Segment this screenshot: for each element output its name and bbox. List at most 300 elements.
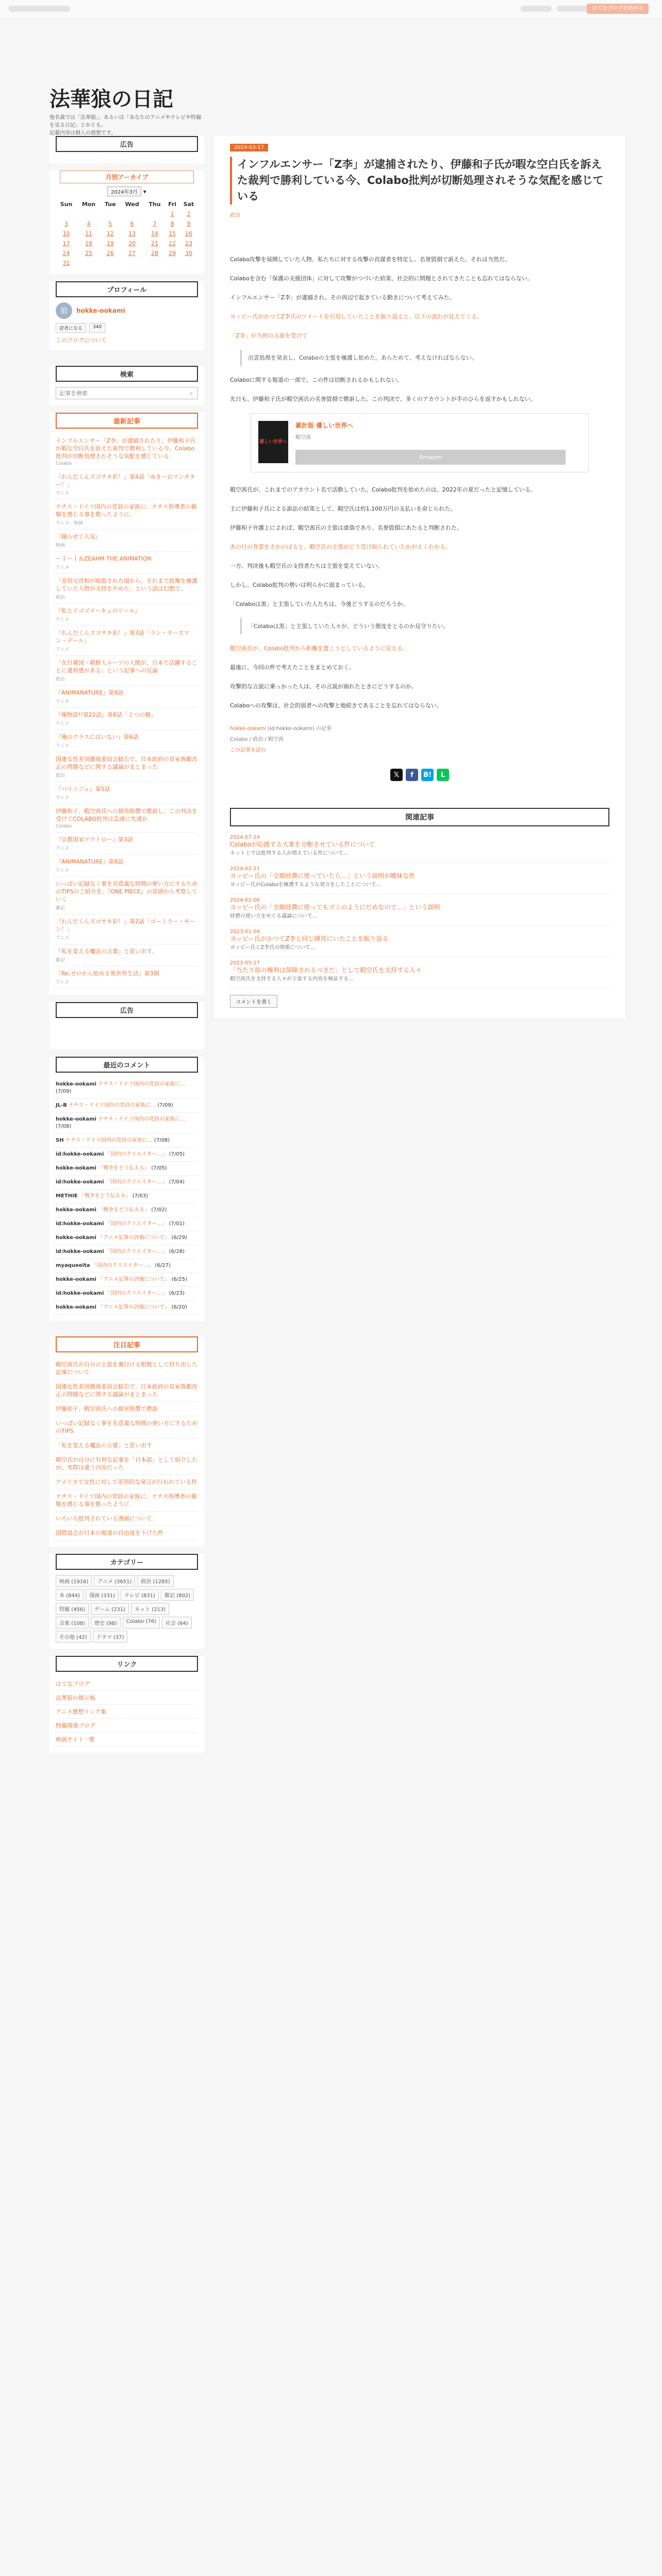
paragraph: 最後に、今回の件で考えたことをまとめておく。	[230, 664, 355, 671]
calendar-day[interactable]: 6	[130, 221, 134, 227]
calendar-day[interactable]: 27	[128, 250, 136, 257]
article-link[interactable]: 国連女性差別撤廃委員会勧告で、日本政府の皇室典範改正の問題などに関する議論がまとまった	[56, 1383, 197, 1398]
list-item	[56, 1402, 198, 1416]
article-category[interactable]: アニメ	[56, 868, 70, 873]
month-select[interactable]: 2024年3月 ▾	[49, 187, 204, 196]
article-link[interactable]: 『踊らせて人気』	[56, 533, 101, 540]
highlight-text[interactable]: 暇空茜氏が、Colabo批判から距離を置こうとしているように見える。	[230, 645, 408, 652]
comment-date: (6/29)	[171, 1235, 187, 1241]
comment-date: (7/01)	[169, 1221, 185, 1227]
links-heading: リンク	[56, 1656, 198, 1672]
comment-post-link[interactable]: 「国内のクリエイター…」	[105, 1249, 168, 1255]
comment-user[interactable]: id:hokke-ookami	[56, 1179, 104, 1185]
sidebar-link[interactable]: はてなブログ	[56, 1677, 198, 1691]
sidebar-link[interactable]: 法華狼の掲示板	[56, 1691, 198, 1705]
article-link[interactable]: 『Re;ゼロから始める異世界生活』第3期	[56, 970, 159, 977]
list-item	[56, 1358, 198, 1380]
calendar-day[interactable]: 17	[62, 240, 70, 247]
related-excerpt: ネット上では批判する人が増えている件について…	[230, 851, 349, 856]
article-category[interactable]: Colabo	[56, 461, 72, 466]
search-input[interactable]	[56, 387, 185, 399]
notable-box	[49, 1336, 204, 1547]
ads-box-2	[49, 1002, 204, 1049]
comment-date: (7/08)	[56, 1124, 72, 1129]
category-heading: カテゴリー	[56, 1554, 198, 1570]
entry-footer	[230, 724, 609, 753]
category-tag[interactable]: 本 (844)	[56, 1589, 84, 1601]
comment-post-link[interactable]: 「国内のクリエイター…」	[105, 1151, 168, 1157]
category-tag[interactable]: ネット (213)	[131, 1603, 169, 1615]
comment-post-link[interactable]: 「国内のクリエイター…」	[91, 1263, 154, 1268]
related-title[interactable]: ヨッピー氏がかつてZ李と同じ陣営にいたことを振り返る	[230, 935, 389, 942]
comment-post-link[interactable]: 「戦争をどう伝える」	[79, 1193, 131, 1199]
article-link[interactable]: 『パリミジェ』第5話	[56, 786, 110, 792]
article-link[interactable]: ナチス・ドイツ国内の党員の家族に、ナチス指導者の親類を感じる事を歌ったように	[56, 1493, 197, 1507]
category-tag[interactable]: 映画 (1916)	[56, 1575, 92, 1587]
blog-title[interactable]: 法華狼の日記	[49, 87, 173, 111]
follow-button[interactable]: 読者になる	[56, 323, 86, 333]
comment-user[interactable]: hokke-ookami	[56, 1165, 96, 1171]
product-author: 暇空茜	[295, 435, 311, 440]
article-link[interactable]: ナチス・ドイツ国内の党員の家族に、ナチス指導者の親類を感じる事を歌ったように、	[56, 503, 197, 518]
calendar-day[interactable]: 30	[185, 250, 192, 257]
search-heading: 検索	[56, 366, 198, 382]
comment-date: (7/05)	[169, 1151, 185, 1157]
quote-block: 出雲処理を発表し、Colaboの主張を擁護し始めた。あらためて、考えなければならない。	[240, 350, 609, 366]
calendar-day[interactable]: 19	[106, 240, 114, 247]
article-link[interactable]: いっぱい記録なく事を有意義な時間の使い方にするためのTIPSのご紹介を、『ONE PIECE』の冒頭から考察していく	[56, 880, 197, 903]
article-link[interactable]: ー１ーＩ＆ZEAHM THE ANIMATION	[56, 555, 152, 562]
calendar-day	[77, 258, 101, 268]
calendar-day[interactable]: 10	[62, 230, 70, 237]
related-excerpt: ヨッピー氏がColaboを擁護するような発言をしたことについて…	[230, 882, 382, 888]
line-share-icon[interactable]: L	[437, 769, 449, 781]
footer-text: (id:hokke-ookami) の記事	[268, 726, 332, 732]
list-item	[56, 1453, 198, 1475]
entry-title[interactable]: インフルエンサー「Z李」が逮捕されたり、伊藤和子氏が暇な空白氏を訴えた裁判で勝利している今、Colabo批判が切断処理されそうな気配を感じている	[230, 157, 609, 205]
quote-block: 「Colaboは黒」と主張していた人々が、どういう態度をとるのか見守りたい。	[240, 618, 609, 634]
calendar-day	[165, 258, 179, 268]
article-link[interactable]: いろいろ批判されている漫画について	[56, 1515, 152, 1522]
latest-heading: 最新記事	[56, 413, 198, 429]
calendar-day	[120, 209, 144, 219]
share-buttons	[230, 769, 609, 781]
article-link[interactable]: 国連女性差別撤廃委員会勧告で、日本政府の皇室典範改正の問題などに関する議論がまとまった	[56, 756, 197, 770]
article-link[interactable]: 国際協会が日本の報道の自由度を下げた件	[56, 1530, 163, 1536]
calendar-day[interactable]: 12	[106, 230, 114, 237]
article-category[interactable]: アニメ	[56, 699, 70, 704]
article-link[interactable]: 伊藤和子、暇空茜氏への損害賠償で勝訴	[56, 1405, 158, 1412]
comments-box	[49, 1057, 204, 1321]
category-tag[interactable]: 雑記 (802)	[161, 1589, 194, 1601]
article-category[interactable]: Colabo	[56, 824, 72, 829]
comment-user[interactable]: hokke-ookami	[56, 1277, 96, 1282]
blog-description	[49, 114, 204, 137]
comment-user[interactable]: id:hokke-ookami	[56, 1151, 104, 1157]
comment-post-link[interactable]: 「アニメ記事の評価について」	[98, 1235, 170, 1241]
calendar-week	[56, 239, 198, 248]
article-category[interactable]: 映画	[56, 543, 65, 548]
notable-list	[49, 1358, 204, 1540]
paragraph: しかし、Colabo批判の勢いは明らかに弱まっている。	[230, 582, 369, 588]
global-link[interactable]	[557, 6, 588, 12]
calendar-day[interactable]: 29	[169, 250, 176, 257]
list-item	[56, 914, 198, 944]
article-link[interactable]: 伊藤和子、暇空茜氏への損害賠償で勝訴し、この判決を受けてCOLABO批判は急速に失速か	[56, 808, 197, 822]
calendar-day[interactable]: 18	[85, 240, 93, 247]
hatena-bookmark-icon[interactable]: B!	[421, 769, 434, 781]
list-item	[56, 877, 198, 914]
highlight-text[interactable]: ヨッピー氏がかつてZ李氏のツイートを引用していたことを振り返ると、以下の流れが見えてくる。	[230, 313, 483, 320]
latest-articles-box	[49, 413, 204, 995]
footer-tags[interactable]: Colabo / 政治 / 暇空茜	[230, 737, 284, 742]
article-link[interactable]: 『ANIMANATURE』第8話	[56, 858, 124, 865]
profile-name[interactable]: hokke-ookami	[76, 307, 125, 314]
related-item	[230, 832, 609, 863]
blog-description-line: 他名義では「法華狼」、あるいは「あなたのアニメやテレビや特撮を見る日記」とかとも。	[49, 115, 202, 128]
comment-item	[56, 1273, 198, 1287]
book-cover-title: 優しい世界へ	[259, 439, 287, 445]
calendar-day[interactable]: 7	[153, 221, 157, 227]
x-share-icon[interactable]: 𝕏	[390, 769, 403, 781]
list-item	[56, 752, 198, 782]
related-date: 2023-05-27	[230, 960, 260, 966]
calendar-day[interactable]: 21	[151, 240, 158, 247]
article-link[interactable]: 『れんだくんズゴサキ彩！』第4話「ゆきーおマンタター！」	[56, 473, 195, 488]
calendar-day-header: Tue	[104, 201, 116, 208]
article-link[interactable]: 「在日韓国・朝鮮人ルーツの人間が、日本で活躍することに違和感がある」という記事への反論	[56, 659, 197, 674]
article-link[interactable]: 「私を変える魔法の言葉」と思い出す	[56, 1442, 152, 1449]
profile-heading: プロフィール	[56, 281, 198, 297]
signup-button[interactable]: はてなブログを始める	[587, 4, 649, 14]
related-item	[230, 957, 609, 989]
comment-post-link[interactable]: 「国内のクリエイター…」	[105, 1179, 168, 1185]
category-box	[49, 1554, 204, 1649]
paragraph: インフルエンサー「Z李」が逮捕され、その周辺で起きている動きについて考えてみた。	[230, 294, 455, 301]
paragraph: 攻撃的な言説に乗っかった人は、その言説が崩れたときにどうするのか。	[230, 683, 417, 690]
main-content	[214, 136, 625, 1018]
related-list	[230, 832, 609, 989]
article-link[interactable]: 『俺のクラスにはいない』第6話	[56, 734, 139, 740]
article-link[interactable]: 『れんだくんズゴサキ彩！』第3話「ラン・ネーズマン・デール」	[56, 630, 190, 644]
category-tag[interactable]: 社会 (64)	[162, 1617, 192, 1629]
comment-post-link[interactable]: 「戦争をどう伝える」	[98, 1207, 150, 1213]
comment-user[interactable]: id:hokke-ookami	[56, 1249, 104, 1255]
comments-heading: 最近のコメント	[56, 1057, 198, 1073]
calendar-day-header: Sat	[183, 201, 194, 208]
article-category[interactable]: アニメ	[56, 743, 70, 749]
article-link[interactable]: 暇空氏が自分に有利な記事を「日本語」として紹介したが、実際は違う内容だった	[56, 1456, 197, 1471]
about-link[interactable]: このブログについて	[56, 337, 107, 344]
sidebar-link[interactable]: 映画サイト一覧	[56, 1733, 198, 1747]
comment-post-link[interactable]: 「アニメ記事の評価について」	[98, 1277, 170, 1282]
comment-item	[56, 1078, 198, 1099]
calendar-day[interactable]: 24	[62, 250, 70, 257]
list-item	[56, 708, 198, 730]
related-excerpt: 経費の使い方をめぐる議論について…	[230, 913, 318, 919]
comment-user[interactable]: hokke-ookami	[56, 1304, 96, 1310]
search-icon[interactable]: ⌕	[189, 389, 193, 397]
paragraph: 主に伊藤和子氏による訴訟の結果として、暇空氏は約1,100万円の支払いを命じられた。	[230, 505, 456, 512]
comment-user[interactable]: hokke-ookami	[56, 1116, 96, 1122]
calendar-day[interactable]: 9	[187, 221, 191, 227]
list-item	[56, 656, 198, 686]
category-tag[interactable]: テレビ (831)	[121, 1589, 159, 1601]
category-grid	[49, 1575, 204, 1642]
paragraph: 伊藤和子弁護士によれば、暇空茜氏の主張は虚偽であり、名誉毀損にあたると判断された。	[230, 524, 462, 531]
comment-user[interactable]: id:hokke-ookami	[56, 1221, 104, 1227]
related-title[interactable]: Colaboが応援する大衆を分断させている件について	[230, 841, 375, 848]
article-category[interactable]: アニメ、映画	[56, 521, 84, 526]
related-excerpt: ヨッピー氏とZ李氏の関係について…	[230, 945, 316, 951]
category-tag[interactable]: 特撮 (456)	[56, 1603, 89, 1615]
category-tag[interactable]: アニメ (3651)	[94, 1575, 135, 1587]
article-link[interactable]: いっぱい記録なく事を有意義な時間の使い方にするためのTIPS	[56, 1420, 197, 1434]
category-tag[interactable]: Colabo (76)	[123, 1617, 160, 1629]
calendar-day[interactable]: 4	[87, 221, 91, 227]
list-item	[56, 855, 198, 877]
article-category[interactable]: 雑記	[56, 906, 65, 911]
related-date: 2024-07-24	[230, 835, 260, 840]
list-item	[56, 967, 198, 989]
comment-user[interactable]: hokke-ookami	[56, 1081, 96, 1087]
links-box	[49, 1656, 204, 1753]
comment-item	[56, 1301, 198, 1315]
article-link[interactable]: 『私とドゴゴメーキュのリール』	[56, 607, 141, 614]
comment-item	[56, 1259, 198, 1273]
paragraph: Colaboを含む「保護の支援団体」に対して攻撃がつづいた結果、社会的に問題とされてきたことも忘れてはならない。	[230, 275, 533, 282]
related-date: 2024-02-21	[230, 866, 260, 872]
list-item	[56, 1526, 198, 1540]
related-title[interactable]: ヨッピー氏の「全額経費に使ってもゴミのようにだめなので…」という説明	[230, 904, 440, 911]
facebook-share-icon[interactable]: f	[406, 769, 418, 781]
blog-description-line2: 記載内容は個人の感想です。	[49, 130, 117, 136]
comment-post-link[interactable]: ナチス・ドイツ国内の党員の家族に…	[98, 1081, 186, 1087]
calendar-day[interactable]: 23	[185, 240, 192, 247]
comment-item	[56, 1099, 198, 1113]
calendar-day	[144, 258, 165, 268]
hatena-logo[interactable]	[8, 6, 70, 12]
calendar-heading: 月別アーカイブ	[60, 171, 194, 183]
article-category[interactable]: アニメ	[56, 936, 70, 941]
calendar-week	[56, 258, 198, 268]
related-title[interactable]: 「当たり前の権利は保障されるべきだ」として暇空氏を支持する人々	[230, 967, 422, 974]
comment-user[interactable]: hokke-ookami	[56, 1207, 96, 1213]
comment-user[interactable]: METHIE	[56, 1193, 78, 1199]
comment-post-link[interactable]: 「国内のクリエイター…」	[105, 1221, 168, 1227]
list-item	[56, 500, 198, 530]
comment-date: (7/05)	[151, 1165, 167, 1171]
article-link[interactable]: 『俺物語!!第22話』第8話「２つの顔」	[56, 711, 156, 718]
footer-link[interactable]: この記事を読む	[230, 748, 266, 753]
article-category[interactable]: アニメ	[56, 721, 70, 726]
global-link[interactable]	[521, 6, 552, 12]
comment-date: (6/23)	[169, 1291, 185, 1296]
paragraph: 一方、判決後も暇空氏の支持者たちは主張を変えていない。	[230, 563, 383, 569]
list-item	[56, 1475, 198, 1489]
calendar-day[interactable]: 14	[151, 230, 158, 237]
article-category[interactable]: アニメ	[56, 980, 70, 985]
comment-item	[56, 1245, 198, 1259]
comment-date: (7/04)	[169, 1179, 185, 1185]
amazon-button[interactable]: Amazon	[295, 450, 566, 465]
calendar-day[interactable]: 8	[170, 221, 174, 227]
comment-post-link[interactable]: 「戦争をどう伝える」	[98, 1165, 150, 1171]
list-item	[56, 1416, 198, 1438]
category-tag[interactable]: ゲーム (231)	[91, 1603, 129, 1615]
calendar-day[interactable]: 31	[62, 260, 70, 266]
paragraph: Colaboへの攻撃は、社会的弱者への攻撃と地続きであることを忘れてはならない。	[230, 702, 442, 709]
calendar-day[interactable]: 22	[169, 240, 176, 247]
calendar-table	[56, 199, 198, 268]
paragraph: Colaboに関する報道の一部で、この件は切断されるかもしれない。	[230, 377, 403, 383]
month-select-value[interactable]: 2024年3月	[107, 187, 141, 196]
calendar-week	[56, 209, 198, 219]
comment-date: (6/27)	[155, 1263, 171, 1268]
related-excerpt: 暇空茜氏を支持する人々が主張する内容を検証する…	[230, 976, 354, 982]
comment-item	[56, 1287, 198, 1301]
comment-item	[56, 1217, 198, 1231]
calendar-day	[144, 209, 165, 219]
calendar-day[interactable]: 25	[85, 250, 93, 257]
calendar-day[interactable]: 3	[64, 221, 69, 227]
list-item	[56, 604, 198, 626]
article-category[interactable]: アニメ	[56, 647, 70, 652]
list-item	[56, 782, 198, 804]
sidebar-link[interactable]: 特撮関係ブログ	[56, 1719, 198, 1733]
related-date: 2023-01-04	[230, 929, 260, 935]
calendar-day-header: Wed	[125, 201, 139, 208]
latest-list	[49, 434, 204, 989]
book-cover[interactable]	[258, 421, 288, 463]
article-category[interactable]: アニメ	[56, 846, 70, 851]
comment-item	[56, 1190, 198, 1204]
comment-item	[56, 1231, 198, 1245]
related-title[interactable]: ヨッピー氏の「全額経費に使っていたら…」という説明が曖昧な件	[230, 872, 416, 879]
calendar-day[interactable]: 16	[185, 230, 192, 237]
footer-author[interactable]: hokke-ookami	[230, 726, 267, 732]
entry-category[interactable]: 政治	[230, 213, 240, 218]
highlight-text[interactable]: あの日の背景をさかのぼると、暇空氏の主張がどう受け取られていたかがよくわかる。	[230, 544, 451, 550]
calendar-day[interactable]: 1	[170, 211, 174, 217]
related-date: 2024-02-06	[230, 897, 260, 903]
list-item	[56, 552, 198, 574]
calendar-day-header: Fri	[168, 201, 177, 208]
comment-user[interactable]: myaqueeita	[56, 1263, 90, 1268]
comment-user[interactable]: JL-B	[56, 1103, 67, 1108]
calendar-day[interactable]: 2	[187, 211, 191, 217]
comment-post-link[interactable]: ナチス・ドイツ国内の党員の家族に…	[69, 1103, 156, 1108]
category-tag[interactable]: 歴史 (98)	[91, 1617, 121, 1629]
sidebar-link[interactable]: アニメ感想リンク集	[56, 1705, 198, 1719]
comment-post-link[interactable]: 「アニメ記事の評価について」	[98, 1304, 170, 1310]
highlight-text[interactable]: 「Z李」が当初の言説を受けて	[230, 332, 308, 339]
list-item	[56, 730, 198, 752]
article-link[interactable]: インフルエンサー「Z李」が逮捕されたり、伊藤和子氏が暇な空白氏を訴えた裁判で勝利している今、Colabo批判が切断処理されそうな気配を感じている	[56, 437, 196, 460]
calendar-day[interactable]: 15	[169, 230, 176, 237]
comment-post-link[interactable]: ナチス・ドイツ国内の党員の家族に…	[98, 1116, 186, 1122]
paragraph: 先日も、伊藤和子氏が暇空茜氏の名誉毀損で勝訴した。この判決で、多くのアカウントが手のひらを返すかもしれない。	[230, 396, 536, 402]
comment-user[interactable]: id:hokke-ookami	[56, 1291, 104, 1296]
article-link[interactable]: 『ANIMANATURE』第9話	[56, 689, 124, 696]
article-category[interactable]: 政治	[56, 595, 65, 600]
calendar-day	[56, 209, 77, 219]
comment-post-link[interactable]: 「国内のクリエイター…」	[105, 1291, 168, 1296]
comment-item	[56, 1162, 198, 1176]
list-item	[56, 1438, 198, 1453]
profile-box	[49, 281, 204, 350]
comment-date: (7/09)	[56, 1089, 72, 1094]
article-link[interactable]: 『宗教国家アウトロー』第3話	[56, 836, 133, 843]
calendar-day[interactable]: 28	[151, 250, 158, 257]
comment-user[interactable]: SH	[56, 1138, 64, 1143]
category-tag[interactable]: 政治 (1285)	[137, 1575, 173, 1587]
avatar[interactable]: 狼	[56, 302, 72, 319]
calendar-day[interactable]: 11	[85, 230, 93, 237]
list-item	[56, 574, 198, 604]
category-tag[interactable]: 漫画 (331)	[86, 1589, 119, 1601]
comment-user[interactable]: hokke-ookami	[56, 1235, 96, 1241]
list-item	[56, 686, 198, 708]
category-tag[interactable]: ドラマ (37)	[93, 1631, 128, 1642]
calendar-day-header: Mon	[81, 201, 96, 208]
comment-date: (7/09)	[157, 1103, 173, 1108]
article-link[interactable]: 『れんだくんズゴサキ彩！』第2話「ゴーミラー・モーン！」	[56, 918, 195, 933]
calendar-day[interactable]: 5	[108, 221, 112, 227]
product-title[interactable]: 累計版 優しい世界へ	[295, 422, 354, 429]
list-item	[56, 470, 198, 500]
global-header	[0, 0, 662, 19]
comment-item	[56, 1113, 198, 1134]
comment-item	[56, 1148, 198, 1162]
article-category[interactable]: アニメ	[56, 795, 70, 801]
list-item	[56, 434, 198, 470]
article-category[interactable]: 政治	[56, 773, 65, 778]
article-link[interactable]: 「安倍元首相が暗殺された頃から、それまで政権を擁護していた人物が支持をやめた」という話は幻想で、	[56, 578, 197, 592]
comment-date: (6/28)	[169, 1249, 185, 1255]
list-item	[56, 1380, 198, 1402]
article-link[interactable]: 『私を変える魔法の言葉』と思い出す。	[56, 948, 158, 955]
article-link[interactable]: アメリカで女性に対して差別的な発言が行われている件	[56, 1479, 197, 1485]
calendar-day[interactable]: 26	[106, 250, 114, 257]
list-item	[56, 530, 198, 552]
category-tag[interactable]: その他 (42)	[56, 1631, 91, 1642]
ads-heading: 広告	[56, 136, 198, 152]
article-category[interactable]: 政治	[56, 677, 65, 682]
calendar-box	[49, 171, 204, 274]
write-comment-button[interactable]: コメントを書く	[230, 995, 277, 1008]
comment-post-link[interactable]: ナチス・ドイツ国内の党員の家族に…	[65, 1138, 153, 1143]
notable-heading: 注目記事	[56, 1336, 198, 1352]
article-category[interactable]: アニメ	[56, 491, 70, 496]
entry-date[interactable]: 2024-03-17	[230, 144, 268, 151]
paragraph: 「Colaboは黒」と主張していた人たちは、今後どうするのだろうか。	[230, 601, 408, 607]
calendar-day[interactable]: 13	[128, 230, 136, 237]
product-card[interactable]	[251, 413, 589, 472]
calendar-day[interactable]: 20	[128, 240, 136, 247]
article-link[interactable]: 暇空茜氏が自分の主張を裏付ける根拠として持ち出した記事について	[56, 1361, 197, 1376]
article-category[interactable]: 雑記	[56, 958, 65, 963]
article-category[interactable]: アニメ	[56, 565, 70, 570]
list-item	[56, 833, 198, 855]
link-list	[49, 1677, 204, 1747]
article-category[interactable]: アニメ	[56, 617, 70, 622]
follow-count: 340	[89, 323, 105, 333]
comment-date: (7/03)	[132, 1193, 148, 1199]
calendar-day-header: Thu	[148, 201, 161, 208]
entry-body	[230, 255, 609, 710]
category-tag[interactable]: 音楽 (108)	[56, 1617, 89, 1629]
